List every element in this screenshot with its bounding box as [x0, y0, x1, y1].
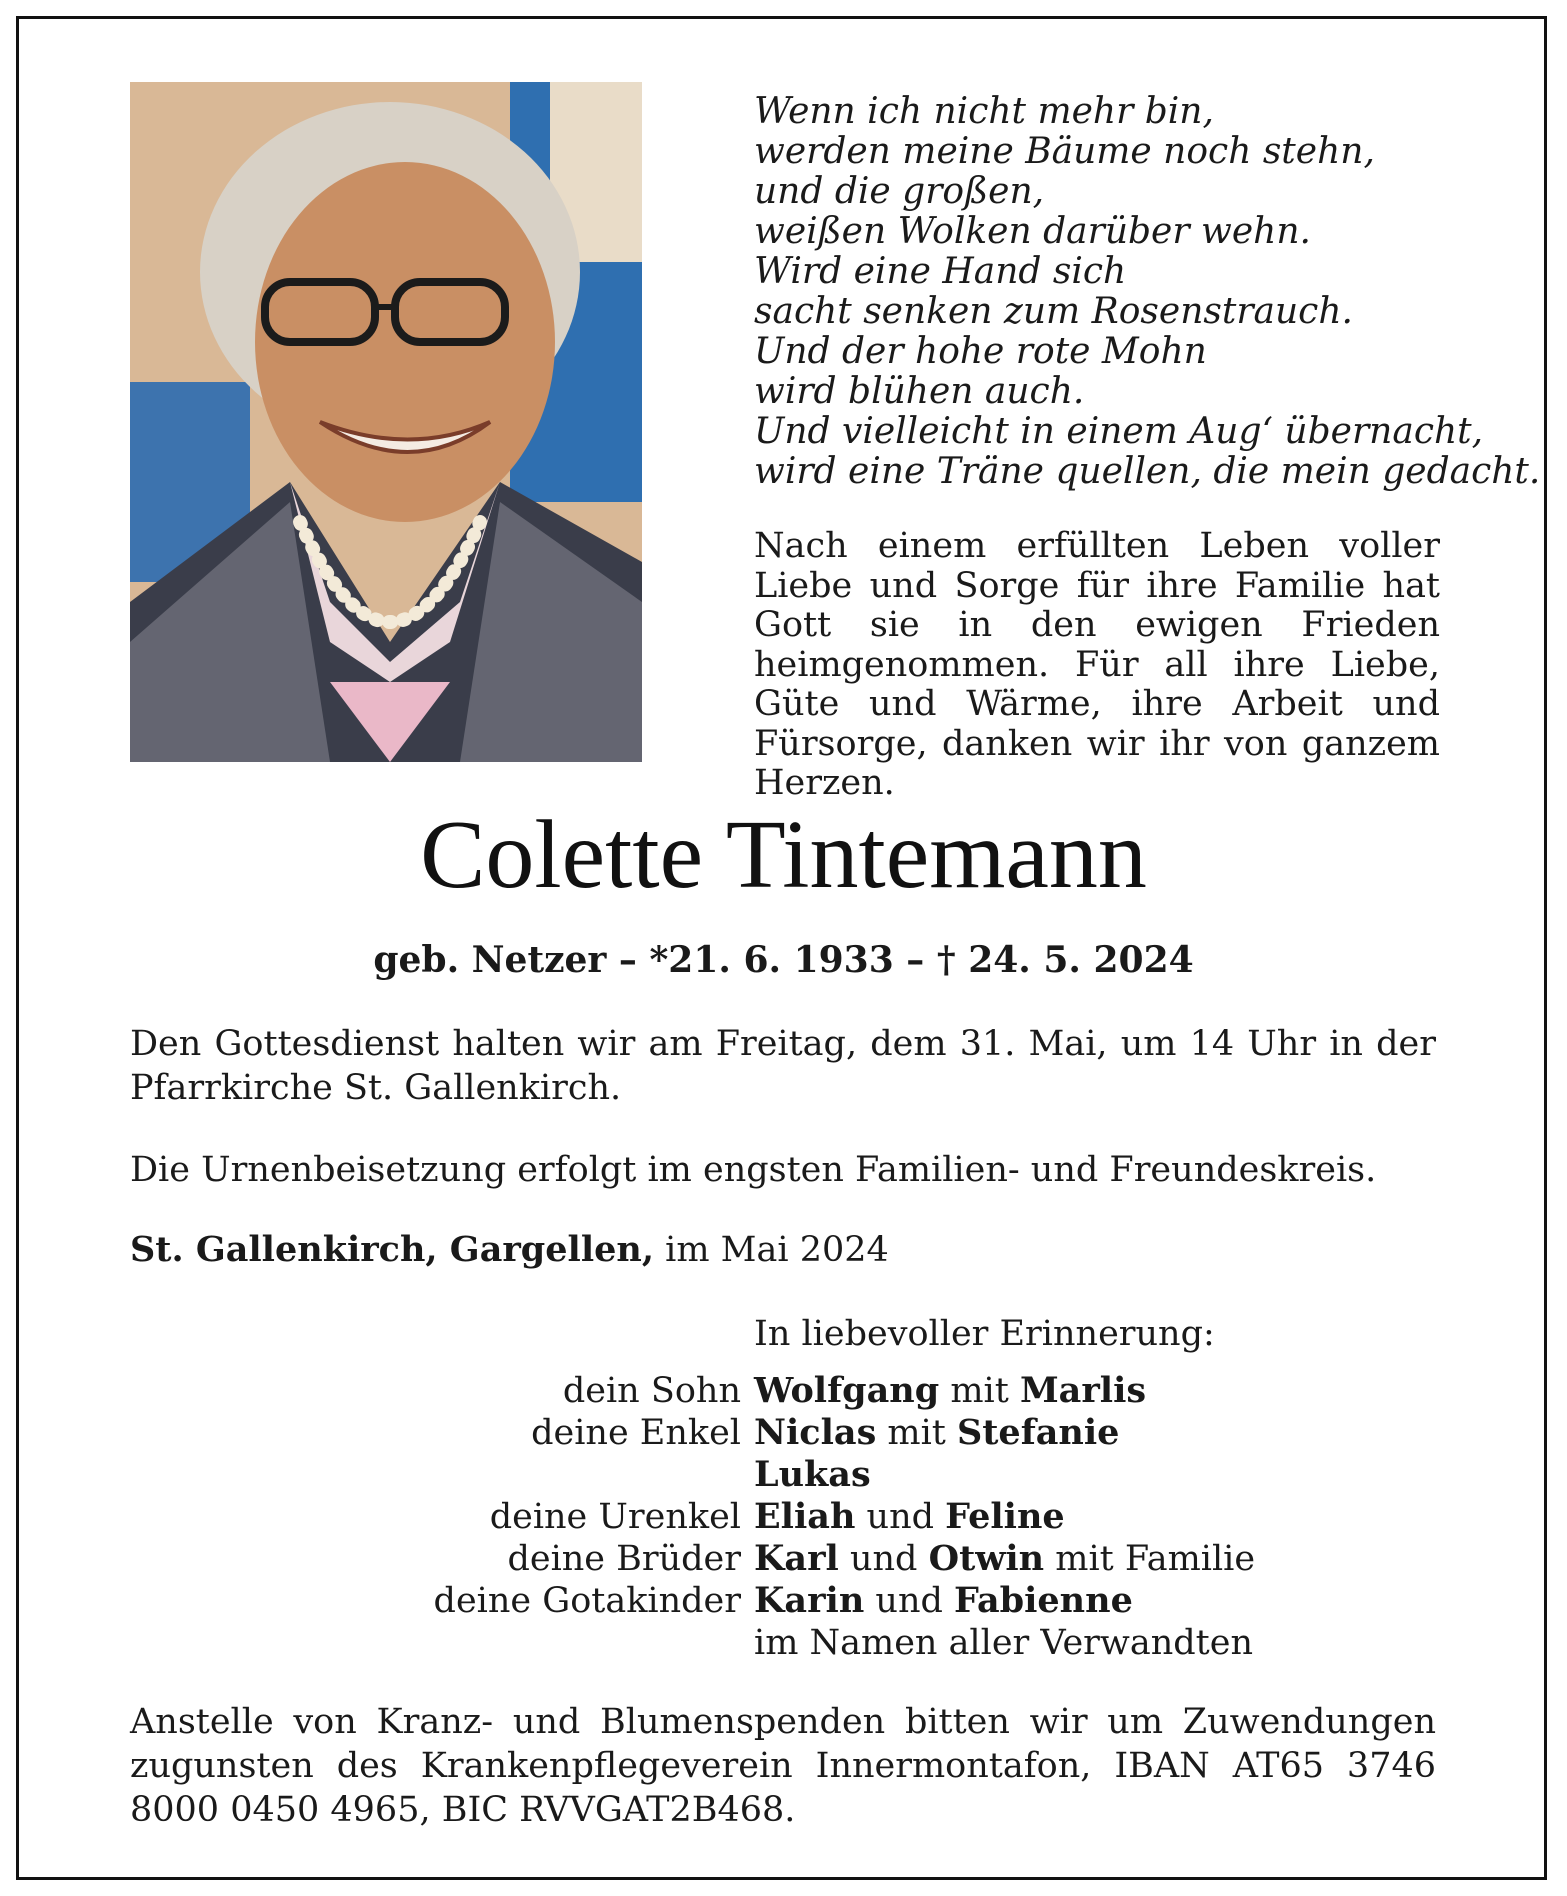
relation-label: deine Urenkel	[489, 1497, 741, 1537]
relative-row	[0, 1538, 1567, 1580]
relation-label: deine Brüder	[507, 1539, 741, 1579]
poem-line: Und vielleicht in einem Aug‘ übernacht,	[754, 411, 1484, 452]
relative-row	[0, 1496, 1567, 1538]
poem-line: weißen Wolken darüber wehn.	[754, 211, 1311, 252]
poem-line: wird eine Träne quellen, die mein gedacht.	[754, 451, 1541, 492]
place-date	[130, 1228, 1436, 1272]
intro-text: Nach einem erfüllten Leben voller Liebe und Sorge für ihre Familie hat Gott sie in den ewigen Frieden heimgenommen. Für all ihre Liebe, Güte und Wärme, ihre Arbeit und Fürsorge, danken wir ihr von ganzem Herzen.	[754, 526, 1440, 803]
poem-line: Wird eine Hand sich	[754, 251, 1127, 292]
deceased-name: Colette Tintemann	[420, 801, 1147, 909]
poem-line: werden meine Bäume noch stehn,	[754, 131, 1375, 172]
portrait-photo	[130, 82, 642, 762]
relation-label: dein Sohn	[562, 1371, 741, 1411]
relative-names: Karin und Fabienne	[754, 1580, 1133, 1621]
birth-death-dates: geb. Netzer – *21. 6. 1933 – † 24. 5. 2024	[373, 939, 1194, 981]
poem-line: sacht senken zum Rosenstrauch.	[754, 291, 1353, 332]
place-location: St. Gallenkirch, Gargellen,	[130, 1229, 655, 1270]
relative-row	[0, 1622, 1567, 1664]
remembrance-heading: In liebevoller Erinnerung:	[754, 1314, 1215, 1354]
relative-names: Wolfgang mit Marlis	[754, 1370, 1147, 1411]
poem	[754, 91, 1541, 492]
relative-names: Lukas	[754, 1454, 871, 1495]
relative-row	[0, 1580, 1567, 1622]
place-date-text: im Mai 2024	[654, 1230, 889, 1270]
relative-row	[0, 1370, 1567, 1412]
relative-names: Karl und Otwin mit Familie	[754, 1538, 1256, 1579]
relative-names: Eliah und Feline	[754, 1496, 1065, 1537]
relative-row	[0, 1454, 1567, 1496]
poem-line: Wenn ich nicht mehr bin,	[754, 91, 1214, 132]
relative-names: Niclas mit Stefanie	[754, 1412, 1120, 1453]
poem-line: wird blühen auch.	[754, 371, 1085, 412]
relative-row	[0, 1412, 1567, 1454]
poem-line: Und der hohe rote Mohn	[754, 331, 1207, 372]
poem-line: und die großen,	[754, 171, 1045, 212]
service-info: Den Gottesdienst halten wir am Freitag, dem 31. Mai, um 14 Uhr in der Pfarrkirche St. Gallenkirch.	[130, 1024, 1436, 1108]
relation-label: deine Gotakinder	[433, 1581, 741, 1621]
donation-request: Anstelle von Kranz- und Blumenspenden bitten wir um Zuwendungen zugunsten des Krankenpflegeverein Innermontafon, IBAN AT65 3746 8000 0450 4965, BIC RVVGAT2B468.	[130, 1702, 1436, 1830]
relation-label: deine Enkel	[531, 1413, 741, 1453]
burial-info: Die Urnenbeisetzung erfolgt im engsten Familien- und Freundeskreis.	[130, 1150, 1377, 1190]
relative-names: im Namen aller Verwandten	[754, 1623, 1253, 1663]
